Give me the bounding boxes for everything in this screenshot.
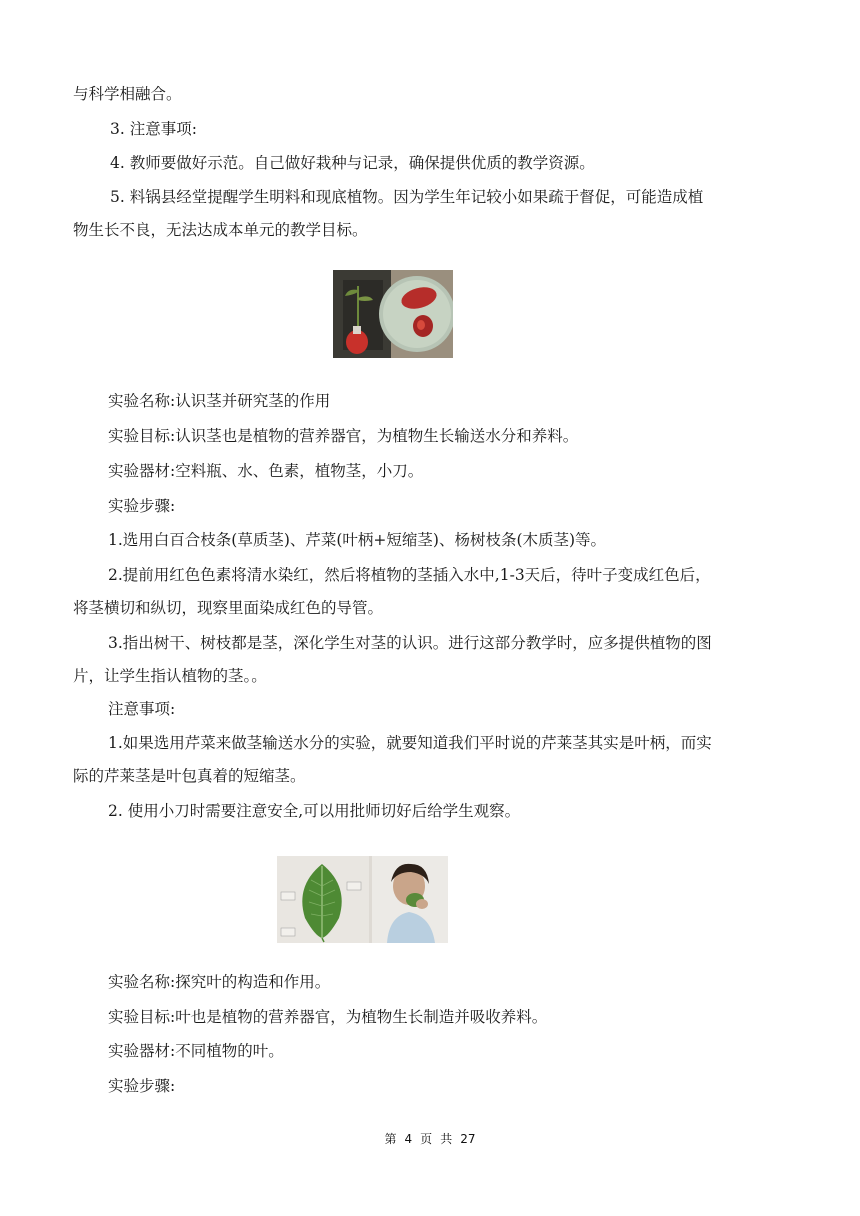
page-number: 4 xyxy=(404,1132,413,1146)
text-line: 1.选用白百合枝条(草质茎)、芹菜(叶柄+短缩茎)、杨树枝条(木质茎)等。 xyxy=(108,531,607,549)
text-line: 2.提前用红色色素将清水染红，然后将植物的茎插入水中,1-3天后，待叶子变成红色后， xyxy=(108,566,711,584)
leaf-structure-photo xyxy=(277,856,448,943)
page-footer xyxy=(0,1130,860,1147)
text-line: 实验器材:空料瓶、水、色素，植物茎，小刀。 xyxy=(108,462,424,480)
footer-prefix: 第 xyxy=(384,1132,397,1146)
text-line: 4. 教师要做好示范。自己做好栽种与记录，确保提供优质的教学资源。 xyxy=(110,154,595,172)
text-line: 实验目标:认识茎也是植物的营养器官，为植物生长输送水分和养料。 xyxy=(108,427,579,445)
text-line: 物生长不良，无法达成本单元的教学目标。 xyxy=(73,221,368,239)
footer-page-label: 页 xyxy=(420,1132,433,1146)
text-line: 实验器材:不同植物的叶。 xyxy=(108,1042,284,1060)
text-line: 片，让学生指认植物的茎。。 xyxy=(73,667,267,685)
text-line: 际的芹莱茎是叶包真着的短缩茎。 xyxy=(73,767,306,785)
text-line: 将茎横切和纵切，现察里面染成红色的导管。 xyxy=(73,599,384,617)
text-line: 与科学相融合。 xyxy=(73,85,182,103)
text-line: 实验名称:认识茎并研究茎的作用 xyxy=(108,392,331,410)
stem-experiment-photo xyxy=(333,270,453,358)
text-line: 3. 注意事项: xyxy=(110,120,197,138)
text-line: 5. 料锅县经堂提醒学生明料和现底植物。因为学生年记较小如果疏于督促，可能造成植 xyxy=(110,188,704,206)
footer-total-label: 共 xyxy=(440,1132,453,1146)
text-line: 实验步骤: xyxy=(108,497,176,515)
total-pages: 27 xyxy=(460,1132,476,1146)
text-line: 实验目标:叶也是植物的营养器官，为植物生长制造并吸收养料。 xyxy=(108,1008,548,1026)
text-line: 注意事项: xyxy=(108,700,176,718)
text-line: 2. 使用小刀时需要注意安全,可以用批师切好后给学生观察。 xyxy=(108,802,521,820)
text-line: 实验名称:探究叶的构造和作用。 xyxy=(108,973,331,991)
text-line: 实验步骤: xyxy=(108,1077,176,1095)
text-line: 1.如果选用芹菜来做茎输送水分的实验，就要知道我们平时说的芹莱茎其实是叶柄，而实 xyxy=(108,734,712,752)
text-line: 3.指出树干、树枝都是茎，深化学生对茎的认识。进行这部分教学时，应多提供植物的图 xyxy=(108,634,712,652)
